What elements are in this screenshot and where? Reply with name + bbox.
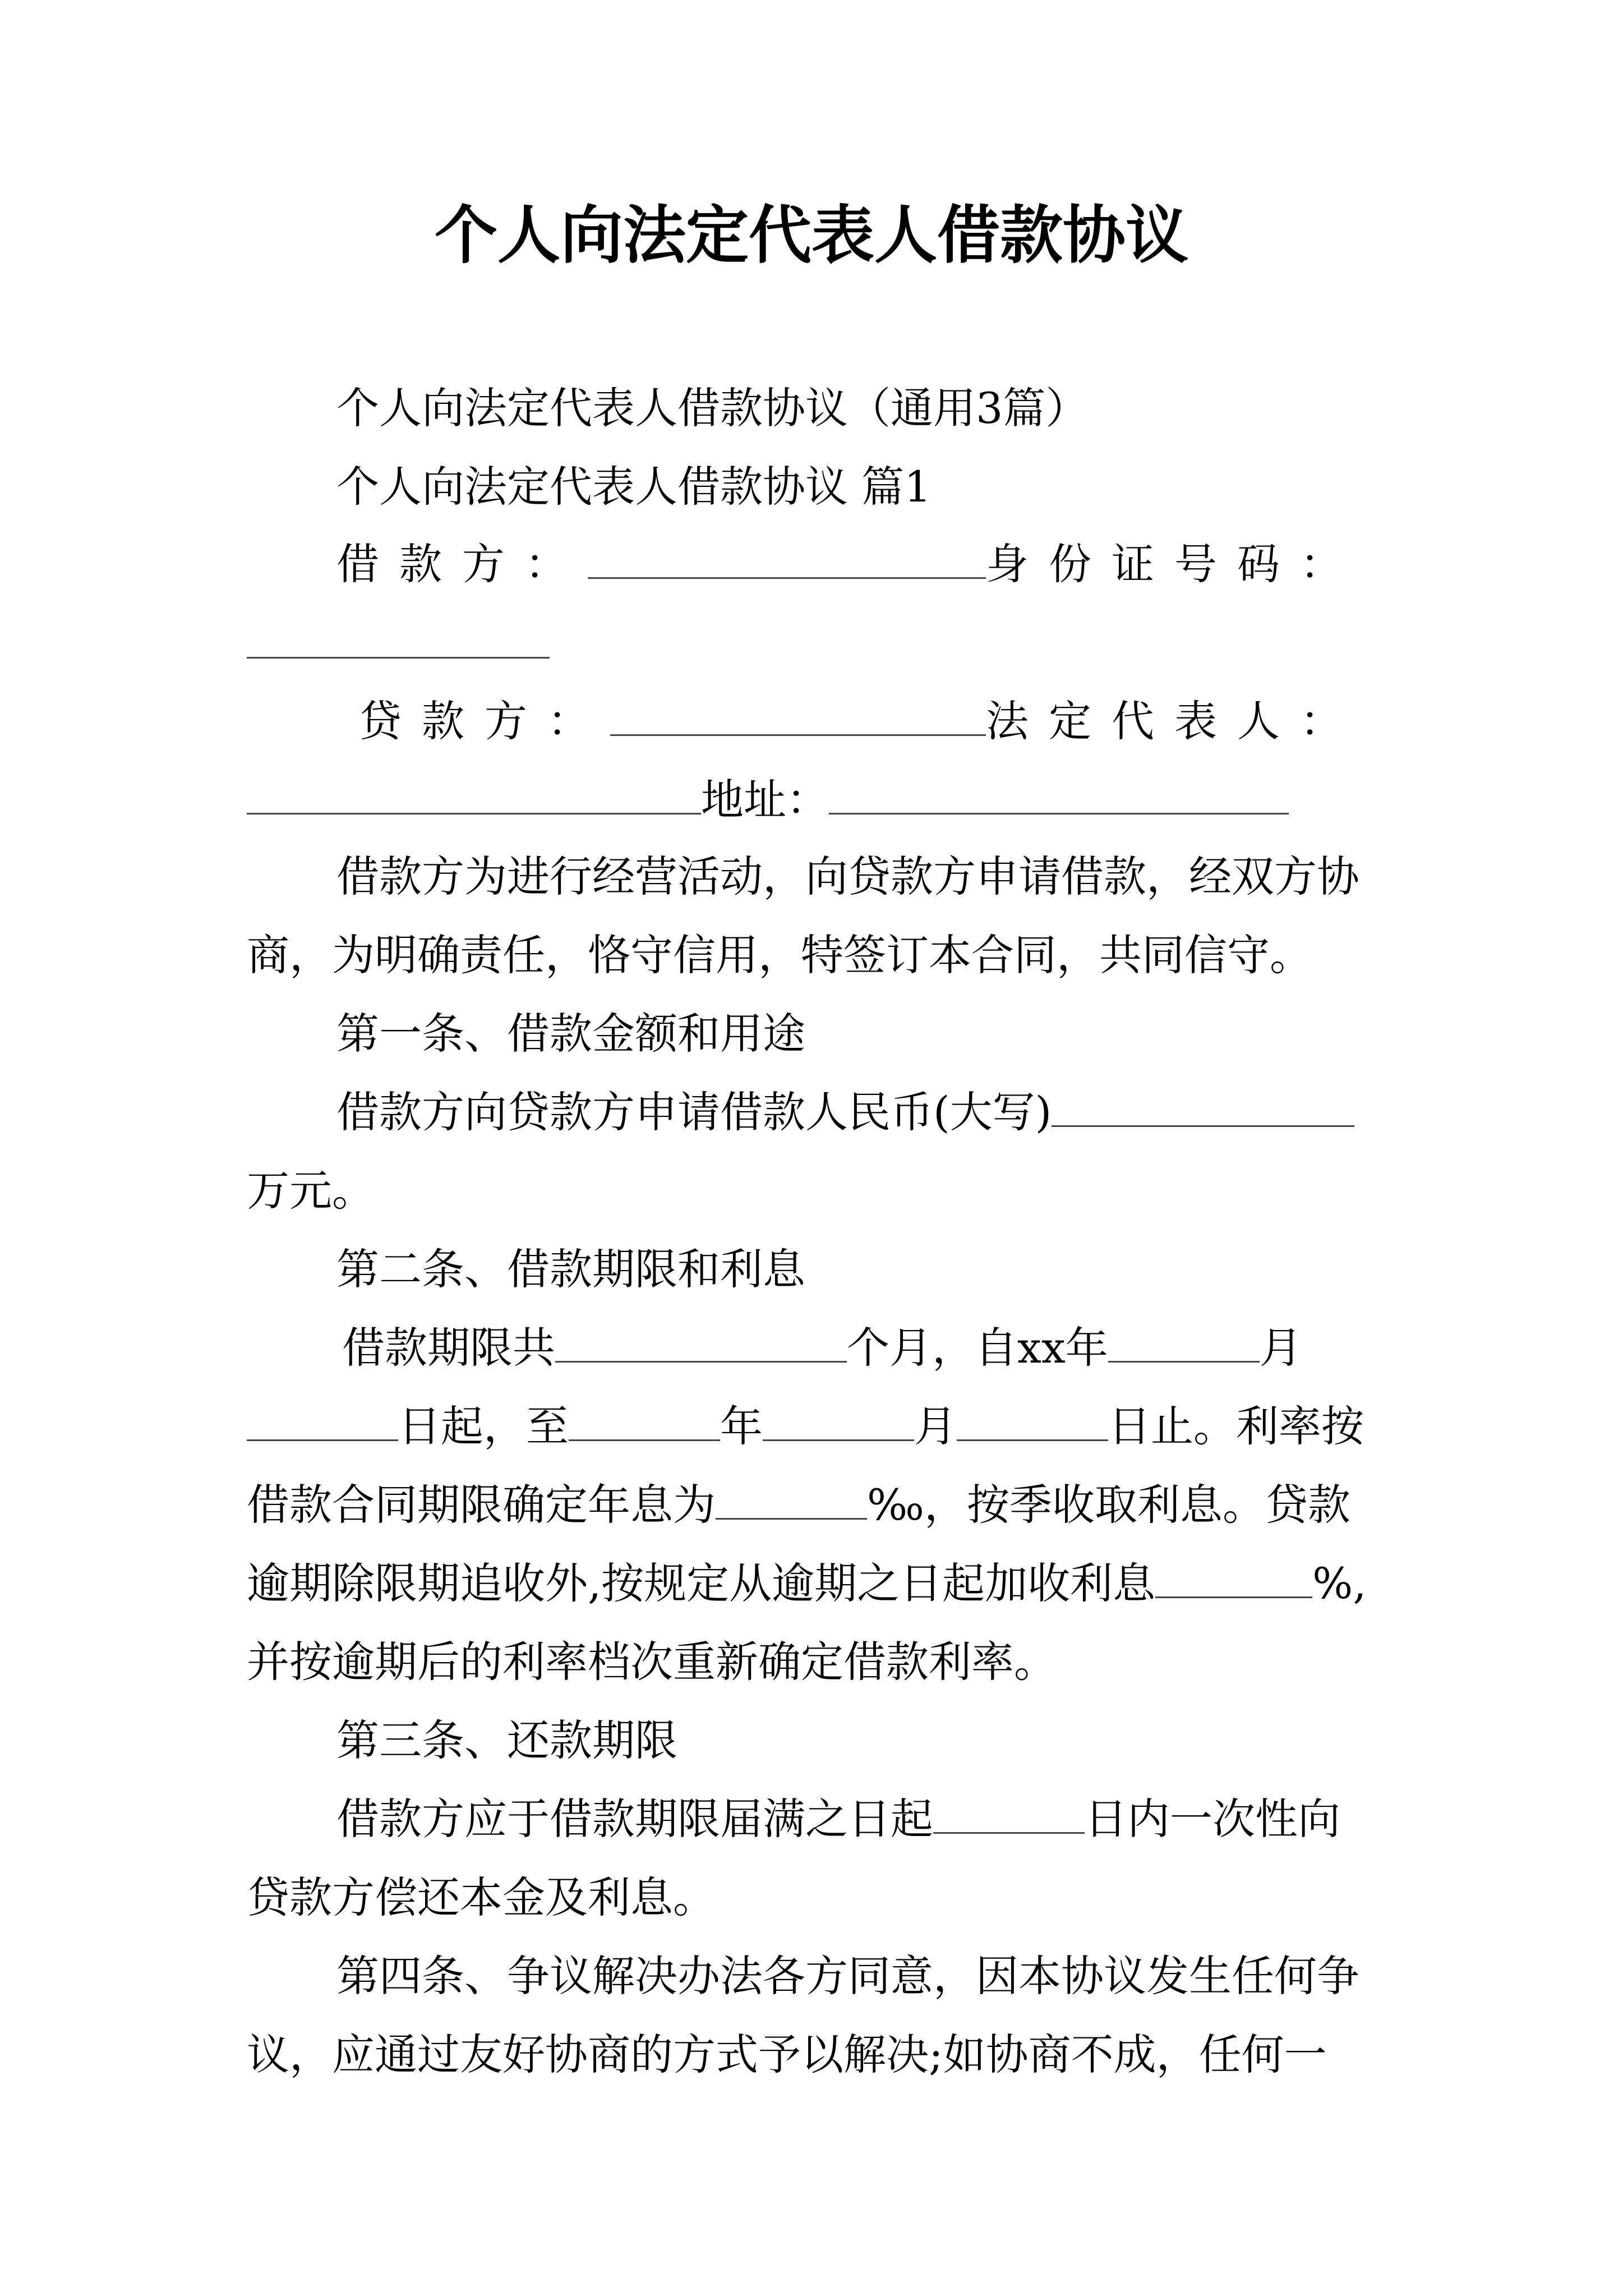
article4-line-1: 第四条、争议解决办法各方同意，因本协议发生任何争 <box>336 1951 1359 2001</box>
term-months-blank <box>555 1322 847 1363</box>
article2-heading: 第二条、借款期限和利息 <box>336 1244 805 1294</box>
annual-rate-label: 借款合同期限确定年息为 <box>247 1480 716 1530</box>
end-day-blank <box>957 1400 1108 1441</box>
borrower-label: 借款方： <box>336 539 588 589</box>
term-label: 借款期限共 <box>342 1323 555 1373</box>
address-blank <box>829 774 1289 815</box>
lender-blank <box>610 695 986 736</box>
term-start-label: 个月，自xx年 <box>847 1323 1108 1373</box>
address-label: 地址： <box>701 775 829 825</box>
article4-line-2: 议，应通过友好协商的方式予以解决;如协商不成，任何一 <box>247 2030 1327 2079</box>
article1-heading: 第一条、借款金额和用途 <box>336 1009 805 1059</box>
interest-collection-text: ‰，按季收取利息。贷款 <box>867 1480 1350 1530</box>
article2-line-1 <box>342 1321 1302 1375</box>
borrower-blank <box>588 538 986 579</box>
month-label: 月 <box>914 1401 957 1451</box>
repayment-text-2: 日内一次性向 <box>1085 1794 1340 1844</box>
article2-line-5: 并按逾期后的利率档次重新确定借款利率。 <box>247 1637 1057 1687</box>
start-month-blank <box>1108 1322 1260 1363</box>
document-title: 个人向法定代表人借款协议 <box>435 199 1188 272</box>
document-subtitle: 个人向法定代表人借款协议（通用3篇） <box>336 383 1089 433</box>
address-row <box>247 773 1289 827</box>
month-label: 月 <box>1259 1323 1302 1373</box>
year-label: 年 <box>720 1401 763 1451</box>
legal-rep-blank <box>247 774 701 815</box>
section-heading: 个人向法定代表人借款协议 篇1 <box>336 462 932 512</box>
lender-label: 贷款方： <box>359 696 610 746</box>
repayment-text: 借款方应于借款期限届满之日起 <box>336 1794 933 1844</box>
start-day-label: 日起，至 <box>398 1401 569 1451</box>
loan-amount-blank <box>1052 1086 1354 1127</box>
intro-line-1: 借款方为进行经营活动，向贷款方申请借款，经双方协 <box>336 852 1359 901</box>
repayment-days-blank <box>933 1793 1085 1834</box>
article3-line-1 <box>336 1792 1340 1846</box>
overdue-rate-blank <box>1155 1557 1312 1598</box>
percent-sign: %, <box>1312 1558 1367 1608</box>
id-number-label: 身份证号码： <box>986 539 1363 589</box>
article2-line-2 <box>247 1400 1364 1453</box>
article2-line-4 <box>247 1557 1367 1611</box>
id-number-blank <box>247 618 550 659</box>
article1-text: 借款方向贷款方申请借款人民币(大写) <box>336 1087 1052 1137</box>
article3-line-2: 贷款方偿还本金及利息。 <box>247 1872 716 1922</box>
end-month-blank <box>763 1400 914 1441</box>
article1-line-1 <box>336 1085 1354 1139</box>
annual-rate-blank <box>716 1479 867 1520</box>
article1-line-2: 万元。 <box>247 1166 375 1216</box>
end-year-blank <box>569 1400 720 1441</box>
legal-rep-label: 法定代表人： <box>986 696 1363 746</box>
end-day-label: 日止。利率按 <box>1108 1401 1364 1451</box>
article3-heading: 第三条、还款期限 <box>336 1715 677 1765</box>
intro-line-2: 商，为明确责任，恪守信用，特签订本合同，共同信守。 <box>247 930 1312 980</box>
start-day-blank <box>247 1400 398 1441</box>
overdue-interest-text: 逾期除限期追收外,按规定从逾期之日起加收利息 <box>247 1558 1156 1608</box>
article2-line-3 <box>247 1478 1350 1532</box>
id-number-row <box>247 617 550 671</box>
lender-row <box>359 694 1363 748</box>
borrower-row <box>336 537 1363 591</box>
